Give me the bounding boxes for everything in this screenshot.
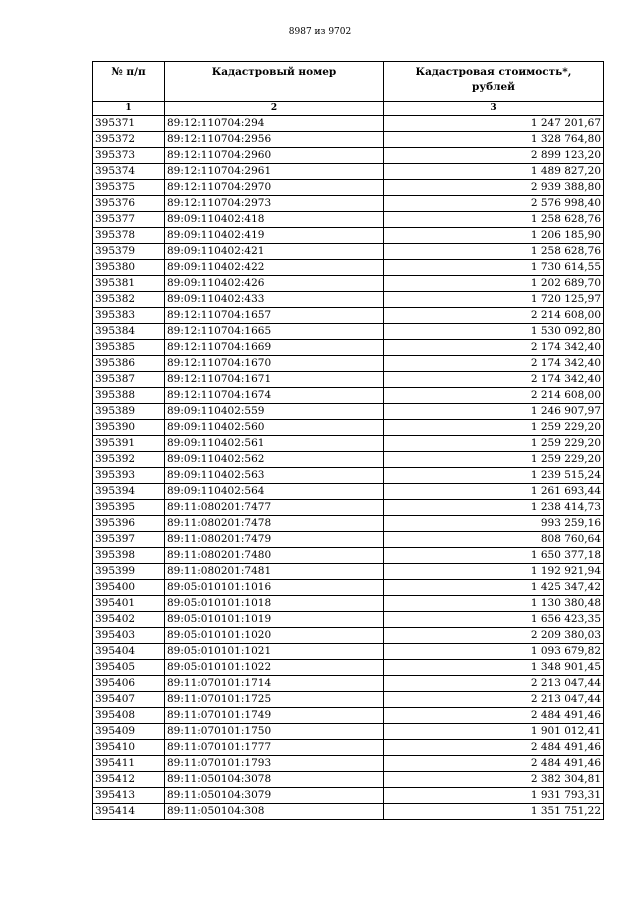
table-row <box>93 260 604 276</box>
cadastral-value-cell: 1 730 614,55 <box>384 260 604 276</box>
table-row <box>93 132 604 148</box>
cadastral-value-cell: 1 656 423,35 <box>384 612 604 628</box>
cadastral-value-cell: 2 484 491,46 <box>384 740 604 756</box>
row-number-cell: 395400 <box>93 580 165 596</box>
cadastral-number-cell: 89:11:080201:7478 <box>165 516 384 532</box>
cadastral-value-cell: 1 351 751,22 <box>384 804 604 820</box>
cadastral-number-cell: 89:12:110704:1669 <box>165 340 384 356</box>
header-cadastral-value-line2: рублей <box>472 81 515 93</box>
row-number-cell: 395399 <box>93 564 165 580</box>
row-number-cell: 395412 <box>93 772 165 788</box>
table-row <box>93 500 604 516</box>
cadastral-number-cell: 89:12:110704:1674 <box>165 388 384 404</box>
table-row <box>93 772 604 788</box>
cadastral-value-cell: 1 259 229,20 <box>384 452 604 468</box>
cadastral-number-cell: 89:11:080201:7480 <box>165 548 384 564</box>
table-row <box>93 340 604 356</box>
table-row <box>93 116 604 132</box>
cadastral-value-cell: 2 174 342,40 <box>384 372 604 388</box>
row-number-cell: 395379 <box>93 244 165 260</box>
cadastral-value-cell: 2 213 047,44 <box>384 692 604 708</box>
cadastral-value-cell: 1 192 921,94 <box>384 564 604 580</box>
row-number-cell: 395387 <box>93 372 165 388</box>
row-number-cell: 395409 <box>93 724 165 740</box>
cadastral-value-cell: 2 214 608,00 <box>384 308 604 324</box>
row-number-cell: 395388 <box>93 388 165 404</box>
table-row <box>93 516 604 532</box>
table-row <box>93 660 604 676</box>
table-row <box>93 372 604 388</box>
row-number-cell: 395405 <box>93 660 165 676</box>
cadastral-number-cell: 89:12:110704:2960 <box>165 148 384 164</box>
table-row <box>93 596 604 612</box>
cadastral-value-cell: 993 259,16 <box>384 516 604 532</box>
cadastral-number-cell: 89:12:110704:2973 <box>165 196 384 212</box>
row-number-cell: 395401 <box>93 596 165 612</box>
row-number-cell: 395381 <box>93 276 165 292</box>
cadastral-value-cell: 2 213 047,44 <box>384 676 604 692</box>
cadastral-number-cell: 89:05:010101:1016 <box>165 580 384 596</box>
cadastral-value-cell: 1 259 229,20 <box>384 420 604 436</box>
table-row <box>93 724 604 740</box>
row-number-cell: 395376 <box>93 196 165 212</box>
table-row <box>93 692 604 708</box>
cadastral-number-cell: 89:09:110402:564 <box>165 484 384 500</box>
table-row <box>93 708 604 724</box>
table-row <box>93 180 604 196</box>
cadastral-value-cell: 1 650 377,18 <box>384 548 604 564</box>
cadastral-value-cell: 2 209 380,03 <box>384 628 604 644</box>
cadastral-value-cell: 1 259 229,20 <box>384 436 604 452</box>
cadastral-value-cell: 1 348 901,45 <box>384 660 604 676</box>
table-row <box>93 804 604 820</box>
table-row <box>93 788 604 804</box>
row-number-cell: 395411 <box>93 756 165 772</box>
header-cadastral-number: Кадастровый номер <box>165 62 384 102</box>
table-row <box>93 292 604 308</box>
cadastral-value-cell: 1 238 414,73 <box>384 500 604 516</box>
cadastral-number-cell: 89:12:110704:2956 <box>165 132 384 148</box>
row-number-cell: 395384 <box>93 324 165 340</box>
column-number: 3 <box>384 102 604 116</box>
cadastral-number-cell: 89:05:010101:1020 <box>165 628 384 644</box>
table-row <box>93 404 604 420</box>
row-number-cell: 395414 <box>93 804 165 820</box>
table-row <box>93 484 604 500</box>
cadastral-value-cell: 2 174 342,40 <box>384 356 604 372</box>
row-number-cell: 395403 <box>93 628 165 644</box>
cadastral-value-cell: 1 328 764,80 <box>384 132 604 148</box>
row-number-cell: 395390 <box>93 420 165 436</box>
row-number-cell: 395397 <box>93 532 165 548</box>
cadastral-value-cell: 808 760,64 <box>384 532 604 548</box>
table-row <box>93 580 604 596</box>
row-number-cell: 395410 <box>93 740 165 756</box>
page-number: 8987 из 9702 <box>288 27 352 37</box>
column-number-row <box>93 102 604 116</box>
cadastral-number-cell: 89:12:110704:1670 <box>165 356 384 372</box>
cadastral-number-cell: 89:09:110402:561 <box>165 436 384 452</box>
row-number-cell: 395378 <box>93 228 165 244</box>
cadastral-value-cell: 1 261 693,44 <box>384 484 604 500</box>
table-row <box>93 196 604 212</box>
cadastral-number-cell: 89:11:050104:3079 <box>165 788 384 804</box>
cadastral-number-cell: 89:05:010101:1022 <box>165 660 384 676</box>
row-number-cell: 395382 <box>93 292 165 308</box>
row-number-cell: 395395 <box>93 500 165 516</box>
cadastral-number-cell: 89:09:110402:422 <box>165 260 384 276</box>
table-row <box>93 532 604 548</box>
cadastral-number-cell: 89:11:080201:7479 <box>165 532 384 548</box>
cadastral-value-cell: 1 206 185,90 <box>384 228 604 244</box>
cadastral-value-cell: 1 239 515,24 <box>384 468 604 484</box>
cadastral-value-cell: 1 093 679,82 <box>384 644 604 660</box>
cadastral-value-cell: 2 576 998,40 <box>384 196 604 212</box>
row-number-cell: 395375 <box>93 180 165 196</box>
table-row <box>93 628 604 644</box>
cadastral-number-cell: 89:11:070101:1750 <box>165 724 384 740</box>
row-number-cell: 395413 <box>93 788 165 804</box>
table-row <box>93 324 604 340</box>
table-row <box>93 356 604 372</box>
table-row <box>93 308 604 324</box>
table-row <box>93 164 604 180</box>
cadastral-value-cell: 2 899 123,20 <box>384 148 604 164</box>
header-cadastral-value <box>384 62 604 102</box>
cadastral-value-cell: 1 258 628,76 <box>384 212 604 228</box>
cadastral-value-cell: 1 130 380,48 <box>384 596 604 612</box>
table-row <box>93 564 604 580</box>
cadastral-number-cell: 89:11:070101:1725 <box>165 692 384 708</box>
cadastral-value-cell: 2 214 608,00 <box>384 388 604 404</box>
cadastral-number-cell: 89:11:050104:308 <box>165 804 384 820</box>
cadastral-number-cell: 89:09:110402:426 <box>165 276 384 292</box>
table-row <box>93 420 604 436</box>
row-number-cell: 395383 <box>93 308 165 324</box>
cadastral-value-cell: 1 720 125,97 <box>384 292 604 308</box>
table-row <box>93 612 604 628</box>
row-number-cell: 395391 <box>93 436 165 452</box>
cadastral-value-cell: 1 931 793,31 <box>384 788 604 804</box>
cadastral-value-cell: 2 939 388,80 <box>384 180 604 196</box>
header-cadastral-value-line1: Кадастровая стоимость*, <box>415 66 572 78</box>
cadastral-value-cell: 2 174 342,40 <box>384 340 604 356</box>
cadastral-number-cell: 89:09:110402:421 <box>165 244 384 260</box>
row-number-cell: 395407 <box>93 692 165 708</box>
cadastral-number-cell: 89:11:080201:7477 <box>165 500 384 516</box>
cadastral-number-cell: 89:12:110704:2961 <box>165 164 384 180</box>
row-number-cell: 395377 <box>93 212 165 228</box>
cadastral-value-table <box>92 61 604 820</box>
cadastral-value-cell: 2 484 491,46 <box>384 756 604 772</box>
cadastral-value-cell: 1 489 827,20 <box>384 164 604 180</box>
cadastral-number-cell: 89:12:110704:2970 <box>165 180 384 196</box>
cadastral-value-cell: 1 258 628,76 <box>384 244 604 260</box>
cadastral-number-cell: 89:11:070101:1714 <box>165 676 384 692</box>
row-number-cell: 395408 <box>93 708 165 724</box>
cadastral-number-cell: 89:05:010101:1021 <box>165 644 384 660</box>
cadastral-number-cell: 89:09:110402:433 <box>165 292 384 308</box>
table-row <box>93 388 604 404</box>
row-number-cell: 395385 <box>93 340 165 356</box>
cadastral-value-cell: 1 530 092,80 <box>384 324 604 340</box>
row-number-cell: 395389 <box>93 404 165 420</box>
row-number-cell: 395406 <box>93 676 165 692</box>
cadastral-value-cell: 1 246 907,97 <box>384 404 604 420</box>
cadastral-number-cell: 89:12:110704:1657 <box>165 308 384 324</box>
row-number-cell: 395386 <box>93 356 165 372</box>
row-number-cell: 395402 <box>93 612 165 628</box>
row-number-cell: 395393 <box>93 468 165 484</box>
table-row <box>93 740 604 756</box>
row-number-cell: 395396 <box>93 516 165 532</box>
cadastral-value-cell: 2 382 304,81 <box>384 772 604 788</box>
cadastral-number-cell: 89:12:110704:1671 <box>165 372 384 388</box>
cadastral-number-cell: 89:12:110704:294 <box>165 116 384 132</box>
row-number-cell: 395394 <box>93 484 165 500</box>
table-row <box>93 452 604 468</box>
table-header-row <box>93 62 604 102</box>
row-number-cell: 395373 <box>93 148 165 164</box>
cadastral-number-cell: 89:11:080201:7481 <box>165 564 384 580</box>
table-row <box>93 276 604 292</box>
cadastral-number-cell: 89:09:110402:419 <box>165 228 384 244</box>
column-number: 2 <box>165 102 384 116</box>
cadastral-number-cell: 89:11:070101:1793 <box>165 756 384 772</box>
header-row-number: № п/п <box>93 62 165 102</box>
table-row <box>93 436 604 452</box>
cadastral-number-cell: 89:09:110402:563 <box>165 468 384 484</box>
row-number-cell: 395371 <box>93 116 165 132</box>
table-row <box>93 148 604 164</box>
column-number: 1 <box>93 102 165 116</box>
cadastral-number-cell: 89:09:110402:560 <box>165 420 384 436</box>
cadastral-value-cell: 1 247 201,67 <box>384 116 604 132</box>
cadastral-number-cell: 89:05:010101:1018 <box>165 596 384 612</box>
cadastral-number-cell: 89:09:110402:418 <box>165 212 384 228</box>
table-row <box>93 644 604 660</box>
table-row <box>93 468 604 484</box>
cadastral-number-cell: 89:11:070101:1777 <box>165 740 384 756</box>
table-row <box>93 228 604 244</box>
cadastral-value-cell: 2 484 491,46 <box>384 708 604 724</box>
cadastral-number-cell: 89:09:110402:559 <box>165 404 384 420</box>
table-row <box>93 676 604 692</box>
cadastral-value-cell: 1 202 689,70 <box>384 276 604 292</box>
cadastral-value-cell: 1 901 012,41 <box>384 724 604 740</box>
row-number-cell: 395398 <box>93 548 165 564</box>
row-number-cell: 395392 <box>93 452 165 468</box>
row-number-cell: 395380 <box>93 260 165 276</box>
row-number-cell: 395372 <box>93 132 165 148</box>
cadastral-number-cell: 89:11:050104:3078 <box>165 772 384 788</box>
cadastral-number-cell: 89:12:110704:1665 <box>165 324 384 340</box>
cadastral-value-cell: 1 425 347,42 <box>384 580 604 596</box>
cadastral-number-cell: 89:09:110402:562 <box>165 452 384 468</box>
table-row <box>93 244 604 260</box>
table-row <box>93 756 604 772</box>
table-row <box>93 212 604 228</box>
cadastral-number-cell: 89:11:070101:1749 <box>165 708 384 724</box>
table-row <box>93 548 604 564</box>
row-number-cell: 395404 <box>93 644 165 660</box>
cadastral-number-cell: 89:05:010101:1019 <box>165 612 384 628</box>
row-number-cell: 395374 <box>93 164 165 180</box>
